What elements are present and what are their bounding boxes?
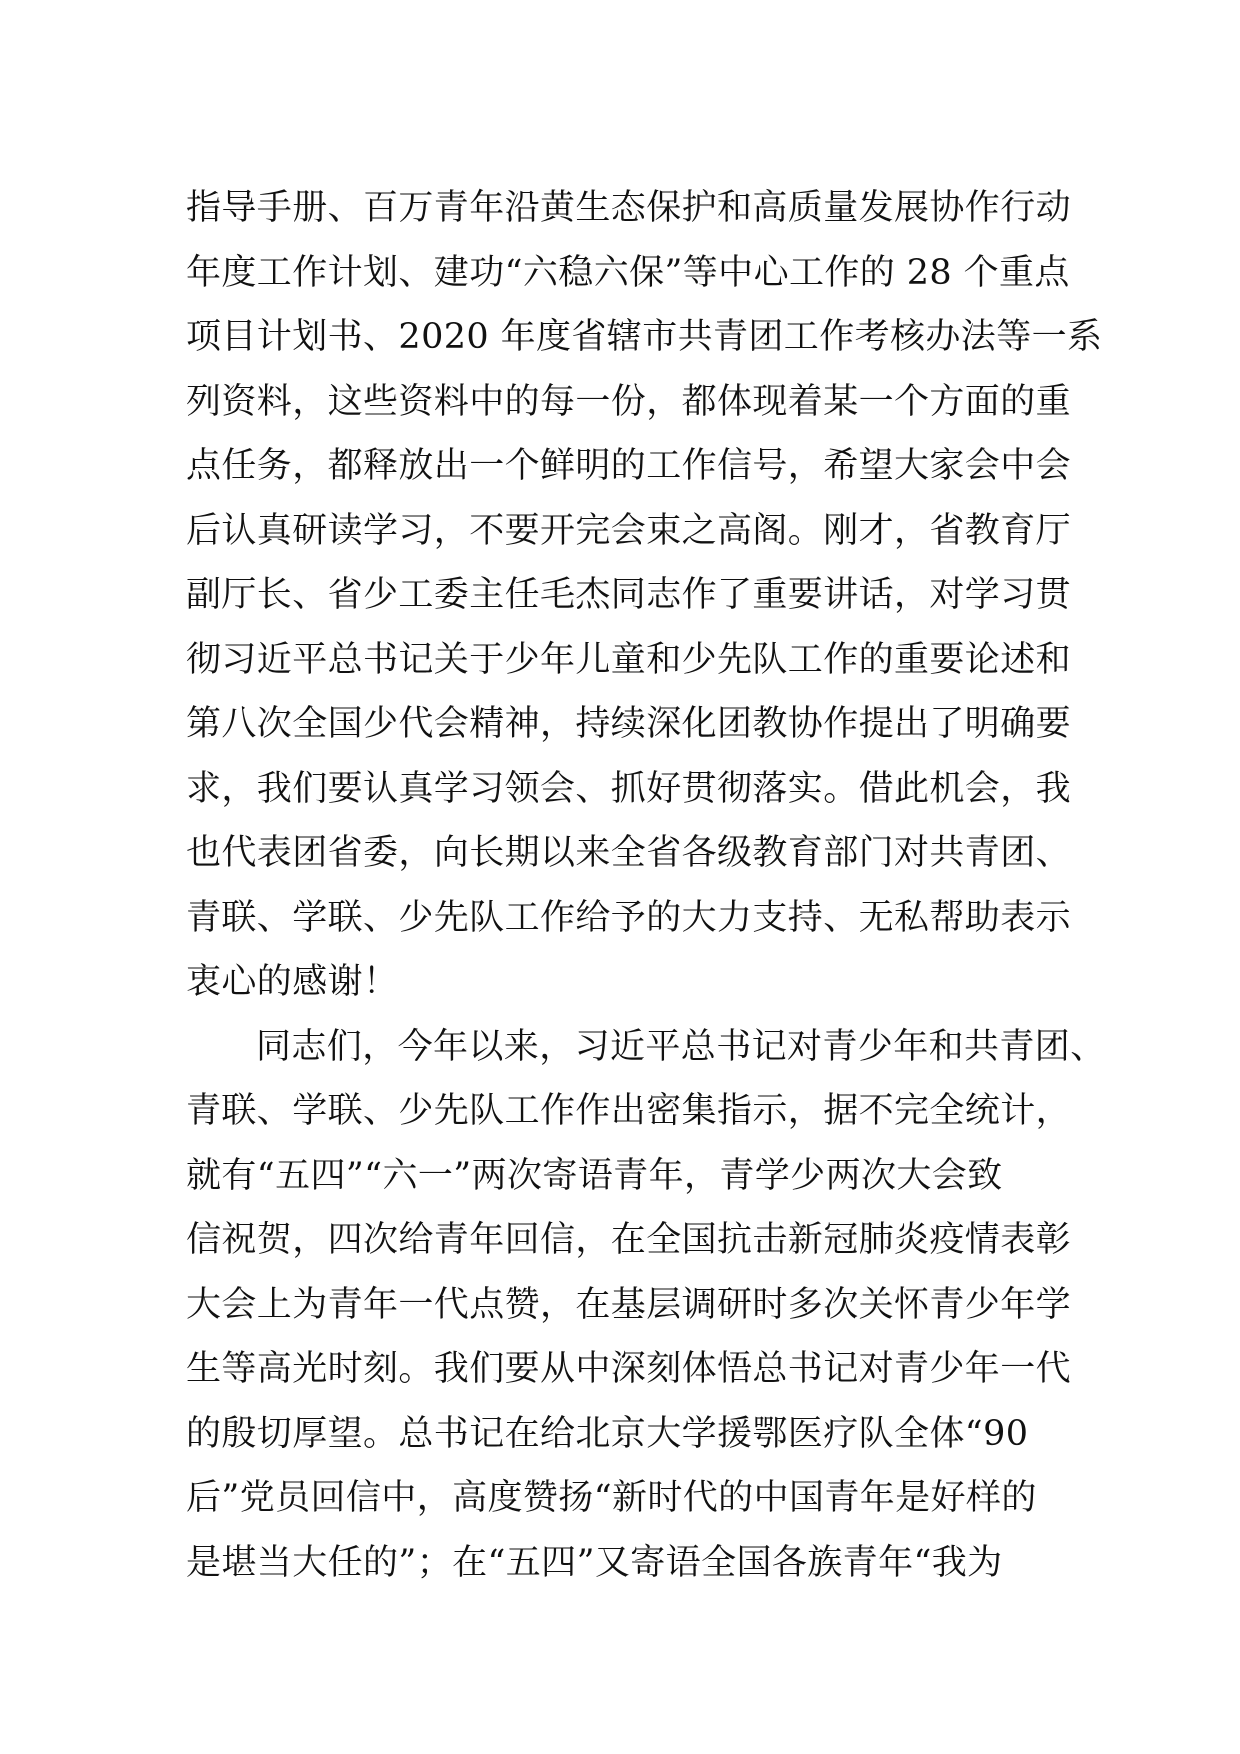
text-line: 信祝贺，四次给青年回信，在全国抗击新冠肺炎疫情表彰 xyxy=(186,1220,1072,1260)
text-line: 生等高光时刻。我们要从中深刻体悟总书记对青少年一代 xyxy=(186,1349,1072,1389)
text-line: 衷心的感谢！ xyxy=(186,962,399,1002)
text-line: 青联、学联、少先队工作作出密集指示，据不完全统计， xyxy=(186,1091,1072,1131)
text-line: 大会上为青年一代点赞，在基层调研时多次关怀青少年学 xyxy=(186,1284,1072,1325)
text-line: 是堪当大任的”；在“五四”又寄语全国各族青年“我为 xyxy=(186,1542,1003,1583)
text-line: 后认真研读学习，不要开完会束之高阁。刚才，省教育厅 xyxy=(186,510,1072,551)
text-line: 点任务，都释放出一个鲜明的工作信号，希望大家会中会 xyxy=(186,446,1072,486)
text-line: 青联、学联、少先队工作给予的大力支持、无私帮助表示 xyxy=(186,897,1072,938)
text-line: 指导手册、百万青年沿黄生态保护和高质量发展协作行动 xyxy=(186,188,1072,228)
text-line: 也代表团省委，向长期以来全省各级教育部门对共青团、 xyxy=(186,833,1072,873)
text-line: 列资料，这些资料中的每一份，都体现着某一个方面的重 xyxy=(186,381,1072,422)
text-line: 项目计划书、2020 年度省辖市共青团工作考核办法等一系 xyxy=(186,317,1103,357)
text-line: 副厅长、省少工委主任毛杰同志作了重要讲话，对学习贯 xyxy=(186,575,1072,615)
text-line: 彻习近平总书记关于少年儿童和少先队工作的重要论述和 xyxy=(186,639,1072,680)
text-line: 年度工作计划、建功“六稳六保”等中心工作的 28 个重点 xyxy=(186,252,1070,293)
body-text xyxy=(186,176,1106,1595)
text-line: 求，我们要认真学习领会、抓好贯彻落实。借此机会，我 xyxy=(186,768,1072,809)
text-line: 的殷切厚望。总书记在给北京大学援鄂医疗队全体“90 xyxy=(186,1413,1029,1454)
text-line: 就有“五四”“六一”两次寄语青年，青学少两次大会致 xyxy=(186,1155,1003,1196)
paragraph-first-line: 同志们，今年以来，习近平总书记对青少年和共青团、 xyxy=(256,1026,1106,1067)
text-line: 第八次全国少代会精神，持续深化团教协作提出了明确要 xyxy=(186,704,1072,744)
text-line: 后”党员回信中，高度赞扬“新时代的中国青年是好样的 xyxy=(186,1478,1037,1518)
